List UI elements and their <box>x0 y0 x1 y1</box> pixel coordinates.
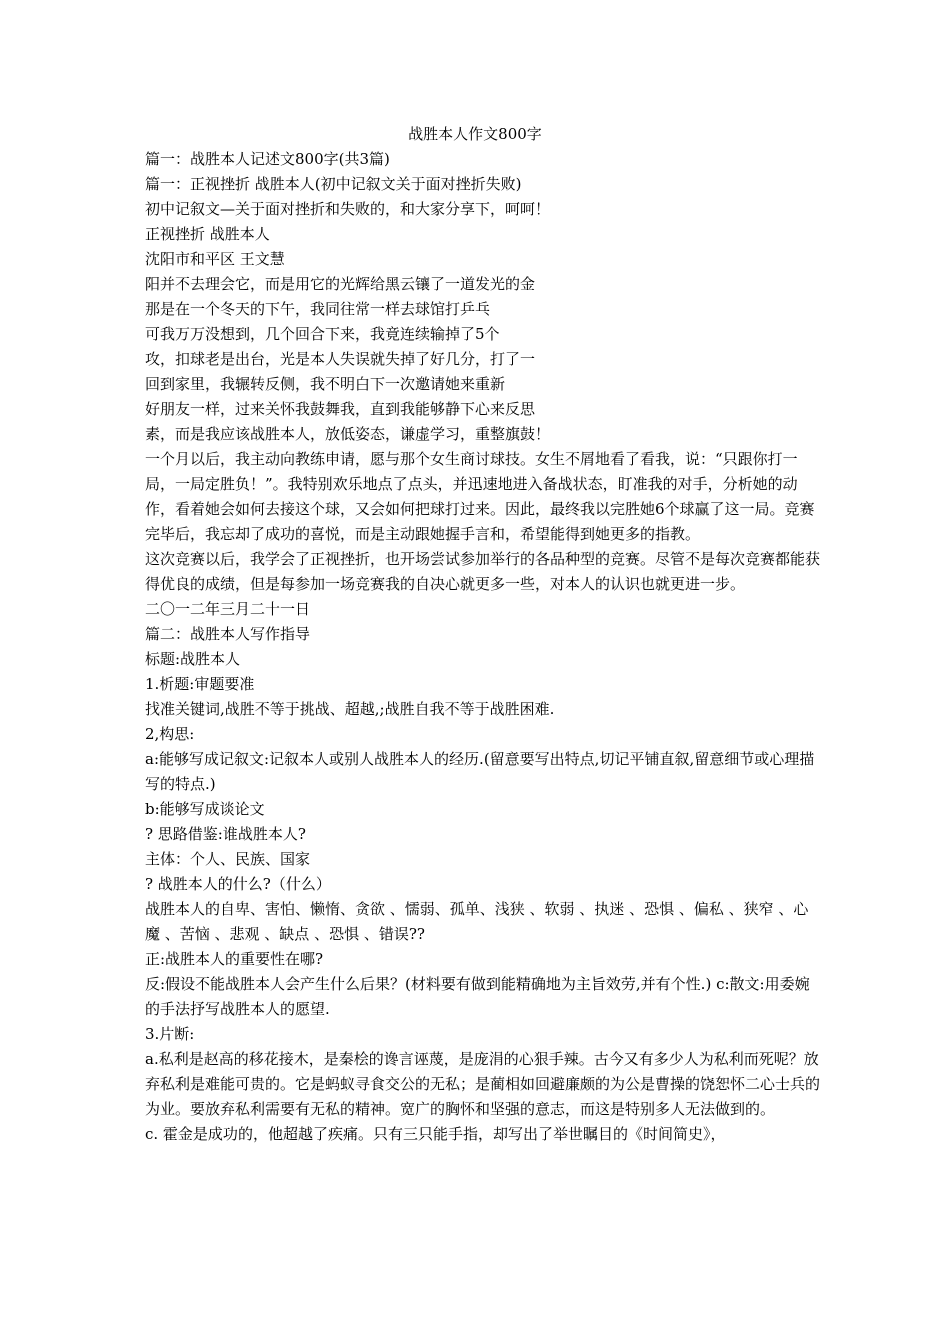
paragraph: 素，而是我应该战胜本人，放低姿态，谦虚学习，重整旗鼓！ <box>145 425 551 443</box>
paragraph: 好朋友一样，过来关怀我鼓舞我，直到我能够静下心来反思 <box>145 400 536 418</box>
paragraph: 攻，扣球老是出台，光是本人失误就失掉了好几分，打了一 <box>145 350 536 368</box>
section-heading: 篇一：正视挫折 战胜本人(初中记叙文关于面对挫折失败) <box>145 175 522 193</box>
paragraph: 初中记叙文—关于面对挫折和失败的，和大家分享下，呵呵！ <box>145 200 551 218</box>
paragraph: 2,构思: <box>145 725 195 743</box>
paragraph: 反:假设不能战胜本人会产生什么后果？(材料要有做到能精确地为主旨效劳,并有个性.) c:散文:用委婉的手法抒写战胜本人的愿望. <box>145 975 810 1018</box>
paragraph: ? 思路借鉴:谁战胜本人? <box>145 825 306 843</box>
section-heading: 篇一：战胜本人记述文800字(共3篇) <box>145 150 390 168</box>
essay-author: 沈阳市和平区 王文慧 <box>145 250 285 268</box>
section-heading: 篇二：战胜本人写作指导 <box>145 625 311 643</box>
paragraph: c. 霍金是成功的，他超越了疾痛。只有三只能手指，却写出了举世瞩目的《时间简史》， <box>145 1125 726 1143</box>
paragraph: 回到家里，我辗转反侧，我不明白下一次邀请她来重新 <box>145 375 506 393</box>
paragraph: 3.片断: <box>145 1025 195 1043</box>
paragraph: ? 战胜本人的什么?（什么） <box>145 875 331 893</box>
paragraph: 找准关键词,战胜不等于挑战、超越,;战胜自我不等于战胜困难. <box>145 700 555 718</box>
paragraph: 正:战胜本人的重要性在哪? <box>145 950 324 968</box>
document-title: 战胜本人作文800字 <box>408 125 542 143</box>
paragraph: 那是在一个冬天的下午，我同往常一样去球馆打乒乓 <box>145 300 491 318</box>
document-body <box>145 147 820 1147</box>
paragraph: 这次竞赛以后，我学会了正视挫折，也开场尝试参加举行的各品种型的竞赛。尽管不是每次竞赛都能获得优良的成绩，但是每参加一场竞赛我的自决心就更多一些，对本人的认识也就更进一步。 <box>145 550 821 593</box>
paragraph: a.私利是赵高的移花接木，是秦桧的谗言诬蔑，是庞涓的心狠手辣。古今又有多少人为私利而死呢？放弃私利是难能可贵的。它是蚂蚁寻食交公的无私；是蔺相如回避廉颇的为公是曹操的饶恕怀二心士兵的为业。要放弃私利需要有无私的精神。宽广的胸怀和坚强的意志，而这是特别多人无法做到的。 <box>145 1050 821 1118</box>
essay-title: 正视挫折 战胜本人 <box>145 225 270 243</box>
date-line: 二〇一二年三月二十一日 <box>145 600 311 618</box>
paragraph: 阳并不去理会它，而是用它的光辉给黑云镶了一道发光的金 <box>145 275 536 293</box>
paragraph: 战胜本人的自卑、害怕、懒惰、贪欲 、懦弱、孤单、浅狭 、软弱 、执迷 、恐惧 、偏私 、狭窄 、心魔 、苦恼 、悲观 、缺点 、恐惧 、错误?? <box>145 900 809 943</box>
paragraph: 1.析题:审题要准 <box>145 675 255 693</box>
paragraph: 可我万万没想到，几个回合下来，我竟连续输掉了5个 <box>145 325 500 343</box>
paragraph: 标题:战胜本人 <box>145 650 241 668</box>
paragraph: b:能够写成谈论文 <box>145 800 265 818</box>
paragraph: 主体：个人、民族、国家 <box>145 850 311 868</box>
paragraph: a:能够写成记叙文:记叙本人或别人战胜本人的经历.(留意要写出特点,切记平铺直叙,留意细节或心理描写的特点.) <box>145 750 815 793</box>
paragraph: 一个月以后，我主动向教练申请，愿与那个女生商讨球技。女生不屑地看了看我，说：“只跟你打一局，一局定胜负！”。我特别欢乐地点了点头，并迅速地进入备战状态，盯准我的对手，分析她的动作，看着她会如何去接这个球，又会如何把球打过来。因此，最终我以完胜她6个球赢了这一局。竞赛完毕后，我忘却了成功的喜悦，而是主动跟她握手言和，希望能得到她更多的指教。 <box>145 450 815 543</box>
